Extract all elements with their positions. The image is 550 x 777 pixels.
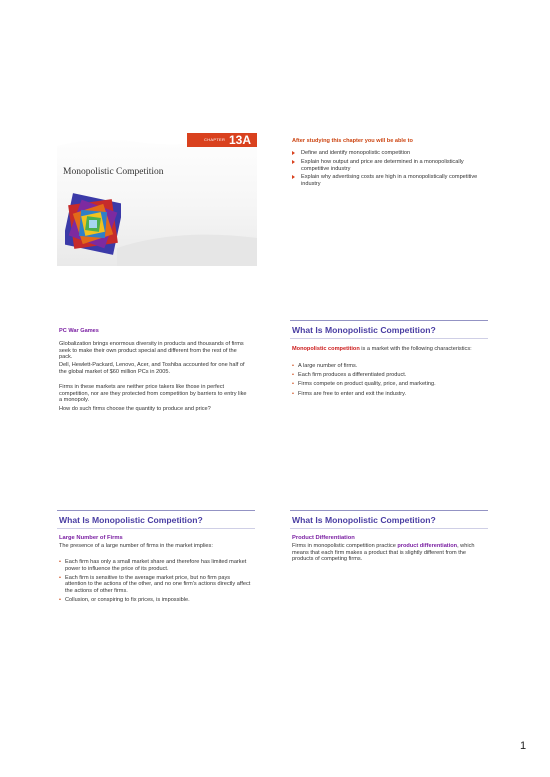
slide-title: PC War Games [59,328,99,334]
bullet-dot-icon: • [292,390,294,397]
list-item-text: Each firm is sensitive to the average market price, but no firm pays attention to the actions of the other, and no one firm's actions directly affect the actions of other firms. [65,574,251,594]
list-item-text: Collusion, or conspiring to fix prices, is impossible. [65,597,190,604]
list-item-text: Firms compete on product quality, price, and marketing. [298,381,436,388]
chapter-label: CHAPTER [204,137,226,142]
slide-heading: What Is Monopolistic Competition? [292,515,436,525]
bullet-dot-icon: • [292,372,294,379]
divider [57,528,255,529]
objectives-list [290,150,490,190]
list-item-text: Each firm has only a small market share and therefore has limited market power to influence the price of its product. [65,559,247,572]
list-item [290,150,490,157]
characteristics-list [292,363,484,400]
list-item [59,559,251,572]
paragraph: Globalization brings enormous diversity in products and thousands of firms seek to make their own product special and different from the rest of the pack. [59,341,244,361]
definition-slide [290,318,490,456]
chapter-number: 13A [229,133,252,147]
list-item [292,363,484,370]
triangle-bullet-icon [292,160,295,164]
defined-term: Monopolistic competition [292,346,360,352]
list-item [290,159,490,173]
divider [290,338,488,339]
subheading: Product Differentiation [292,535,355,541]
objectives-kicker: After studying this chapter you will be able to [292,138,413,144]
bullet-dot-icon: • [59,574,61,581]
list-item-text: Each firm produces a differentiated product. [298,372,407,379]
intro-text: The presence of a large number of firms in the market implies: [59,543,213,549]
large-number-slide [57,508,257,646]
bullet-dot-icon: • [59,597,61,604]
definition-text [292,543,484,563]
page-number: 1 [520,740,527,752]
text-before: Firms in monopolistic competition practice [292,543,398,549]
paragraph: Dell, Hewlett-Packard, Lenovo, Acer, and Toshiba accounted for one half of the global market of $60 million PCs in 2005. [59,362,245,375]
triangle-bullet-icon [292,151,295,155]
list-item [292,372,484,379]
nested-squares-logo-icon [65,188,121,260]
divider [290,510,488,511]
list-item [290,174,490,188]
list-item [59,597,251,604]
list-item-text: Firms are free to enter and exit the industry. [298,390,407,397]
product-differentiation-slide [290,508,490,646]
bullet-dot-icon: • [59,559,61,565]
implications-list [59,559,251,606]
defined-term: product differentiation [397,543,458,549]
bullet-dot-icon: • [292,363,294,369]
divider [290,320,488,321]
divider [290,528,488,529]
triangle-bullet-icon [292,175,295,179]
chapter-badge [187,133,257,147]
list-item-text: A large number of firms. [298,363,358,369]
list-item-text: Explain how output and price are determined in a monopolistically competitive industry [301,158,464,172]
list-item-text: Define and identify monopolistic competition [301,150,411,156]
bullet-dot-icon: • [292,381,294,388]
slide-heading: What Is Monopolistic Competition? [292,325,436,335]
subheading: Large Number of Firms [59,535,123,541]
pc-war-games-slide [57,318,257,456]
paragraph: Firms in these markets are neither price takers like those in perfect competition, nor are they protected from competition by barriers to entry like a monopoly. [59,384,247,404]
slide-title: Monopolistic Competition [63,167,164,177]
definition-text [292,346,484,353]
definition-rest: is a market with the following characteristics: [359,346,472,352]
list-item-text: Explain why advertising costs are high in a monopolistically competitive industry [301,174,478,188]
list-item [59,575,251,595]
slide-heading: What Is Monopolistic Competition? [59,515,203,525]
text-after: , which means that each firm makes a product that is slightly different from the products of competing firms. [292,543,475,563]
list-item [292,381,484,388]
list-item [292,391,484,398]
objectives-slide [290,128,490,266]
paragraph: How do such firms choose the quantity to produce and price? [59,406,211,412]
divider [57,510,255,511]
title-slide [57,128,257,266]
